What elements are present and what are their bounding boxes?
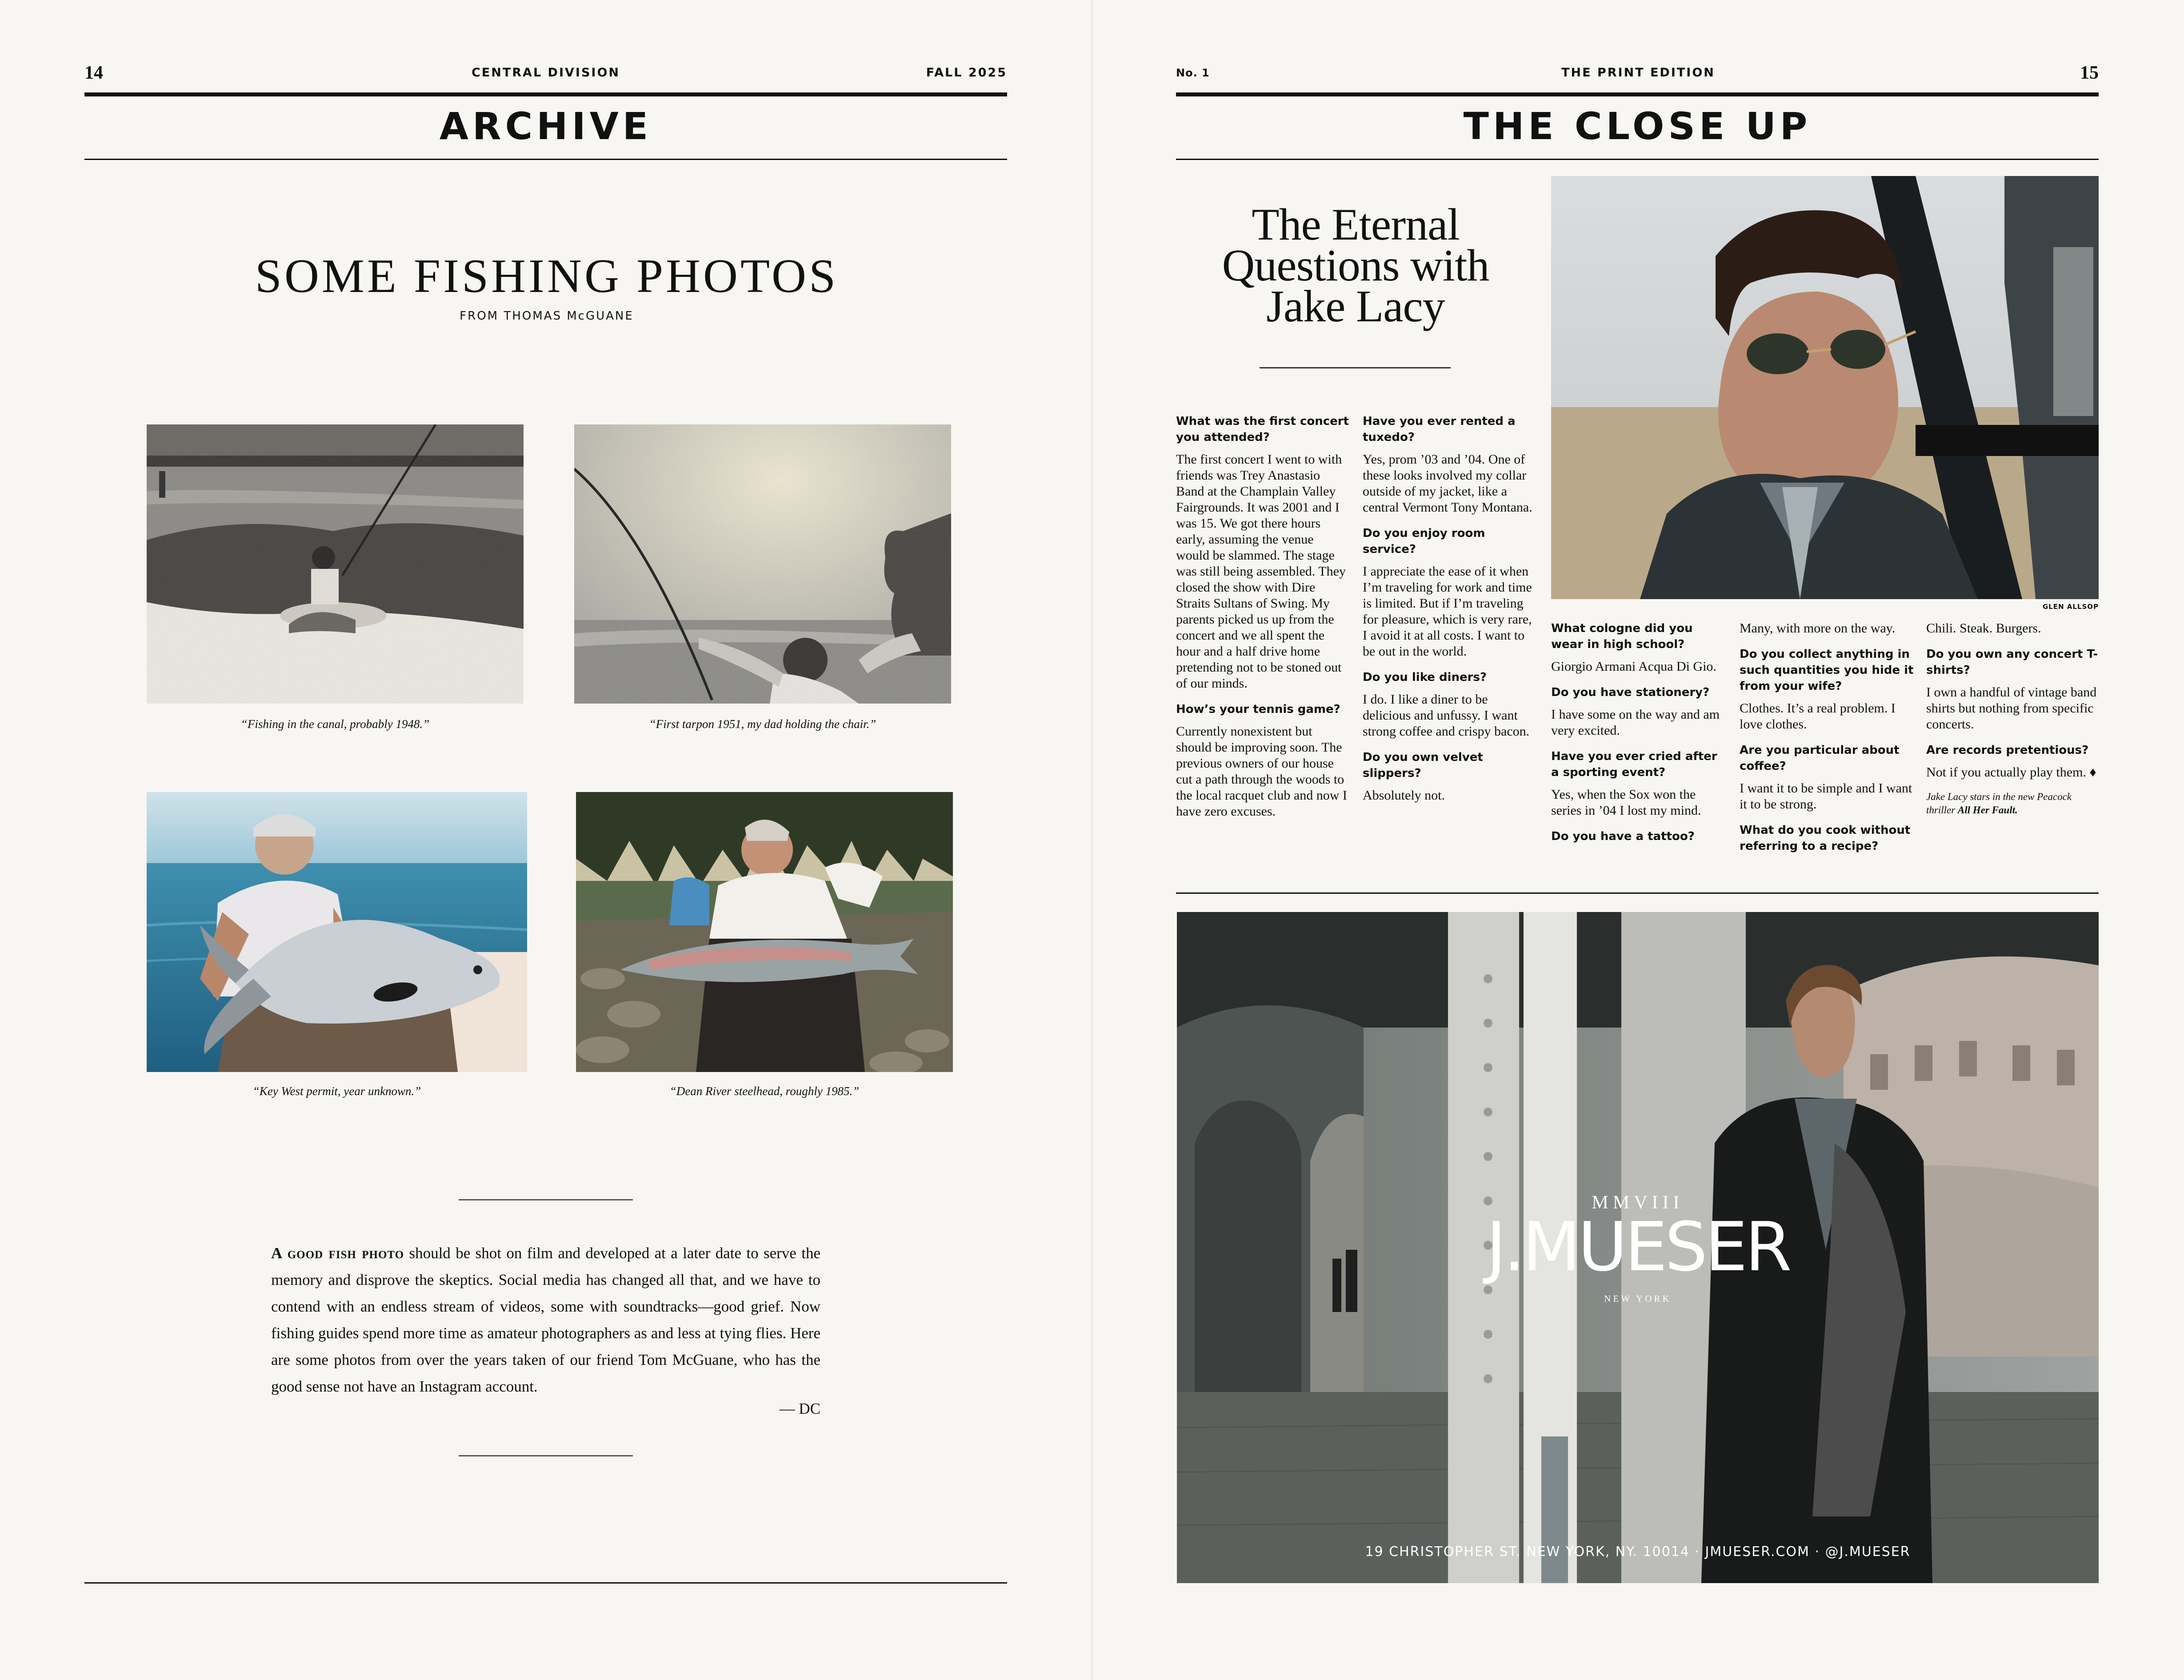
answer: Yes, when the Sox won the series in ’04 I lost my mind. (1551, 787, 1701, 818)
portrait-image (1551, 176, 2099, 599)
article-title: SOME FISHING PHOTOS (255, 250, 839, 303)
issue-date: FALL 2025 (926, 66, 1007, 80)
answer: I appreciate the ease of it when I’m traveling for work and time is limited. But if I’m traveling for pleasure, which is very rare, I avoid it at all costs. I want to be out in the world. (1363, 564, 1532, 659)
question: Do you own any concert T-shirts? (1926, 648, 2098, 677)
title-divider (1260, 367, 1451, 368)
photo-permit (147, 792, 527, 1072)
question: Do you like diners? (1363, 671, 1487, 684)
divider (459, 1199, 633, 1200)
photo-canal (147, 424, 524, 704)
question: Do you have stationery? (1551, 686, 1710, 699)
question: Are records pretentious? (1926, 744, 2089, 757)
question: What cologne did you wear in high school? (1551, 622, 1693, 651)
photo-caption: “Fishing in the canal, probably 1948.” (240, 717, 430, 731)
question: Have you ever rented a tuxedo? (1363, 415, 1516, 444)
answer: Chili. Steak. Burgers. (1926, 621, 2041, 636)
interview-column-5 (1926, 620, 2100, 817)
question: What was the first concert you attended? (1176, 415, 1349, 444)
byline: FROM THOMAS McGUANE (460, 309, 634, 323)
ad-brand-logo: J.MUESER (1486, 1208, 1789, 1286)
essay-signature: — DC (779, 1400, 820, 1417)
interview-title (1191, 200, 1520, 332)
question: How’s your tennis game? (1176, 703, 1340, 716)
answer: Absolutely not. (1363, 788, 1445, 803)
interview-title-line: Jake Lacy (1266, 281, 1445, 332)
photo-steelhead-image (576, 792, 953, 1072)
section-title: THE CLOSE UP (1463, 104, 1812, 148)
advertisement[interactable] (1177, 912, 2099, 1583)
essay-paragraph (271, 1240, 820, 1400)
question: Have you ever cried after a sporting event? (1551, 750, 1717, 779)
answer: The first concert I went to with friends was Trey Anastasio Band at the Champlain Valley Fairgrounds. It was 2001 and I was 15. We got there hours early, assuming the venue would be slammed. The stage was still being assembled. They closed the show with Dire Straits Sultans of Swing. My parents picked us up from the concert and we all spent the hour and a half drive home pretending not to be stoned out of our minds. (1176, 452, 1346, 691)
answer: I do. I like a diner to be delicious and unfussy. I want strong coffee and crispy bacon. (1363, 692, 1530, 739)
page-number: 14 (84, 63, 103, 83)
question: Do you collect anything in such quantities you hide it from your wife? (1740, 648, 1914, 693)
answer: Giorgio Armani Acqua Di Gio. (1551, 659, 1716, 674)
answer: Many, with more on the way. (1740, 621, 1896, 636)
answer: Clothes. It’s a real problem. I love clothes. (1740, 701, 1896, 732)
note-show-title: All Her Fault. (1957, 804, 2018, 816)
essay-body: should be shot on film and developed at a later date to serve the memory and disprove the skeptics. Social media has changed all that, and we have to contend with an endless stream of videos, some with soundtracks—good grief. Now fishing guides spend more time as amateur photographers as and less at tying flies. Here are some photos from over the years taken of our friend Tom McGuane, who has the good sense not have an Instagram account. (271, 1244, 820, 1395)
photo-caption: “First tarpon 1951, my dad holding the chair.” (649, 717, 876, 731)
answer: I have some on the way and am very excited. (1551, 707, 1720, 738)
section-rule (84, 159, 1007, 160)
header-rule (84, 92, 1007, 96)
header-rule (1176, 92, 2099, 96)
answer: Not if you actually play them. ♦ (1926, 765, 2096, 780)
issue-number: No. 1 (1176, 67, 1210, 79)
interview-column-3 (1551, 620, 1727, 851)
photo-caption: “Key West permit, year unknown.” (252, 1084, 421, 1098)
essay-lead: A good fish photo (271, 1244, 404, 1262)
divider (459, 1455, 633, 1456)
note-text: Jake Lacy stars in the new Peacock thriller (1926, 791, 2072, 816)
section-rule (1176, 159, 2099, 160)
photo-tarpon-image (574, 424, 951, 704)
interview-title-line: Questions with (1222, 240, 1489, 291)
answer: Currently nonexistent but should be improving soon. The previous owners of our house cut a path through the woods to the local racquet club and now I have zero excuses. (1176, 724, 1347, 819)
photo-permit-image (147, 792, 527, 1072)
running-head: THE PRINT EDITION (1561, 66, 1715, 80)
interview-column-2 (1363, 413, 1536, 813)
ad-rule (1176, 892, 2099, 894)
question: Do you own velvet slippers? (1363, 751, 1483, 780)
photo-tarpon (574, 424, 951, 704)
question: Do you enjoy room service? (1363, 527, 1485, 556)
ad-roman-numeral: MMVIII (1592, 1192, 1684, 1213)
article-note (1926, 790, 2100, 817)
interview-title-line: The Eternal (1252, 200, 1460, 250)
footer-rule (84, 1582, 1007, 1584)
answer: I own a handful of vintage band shirts but nothing from specific concerts. (1926, 685, 2097, 732)
interview-column-1 (1176, 413, 1349, 829)
page-number: 15 (2080, 63, 2099, 83)
question: Are you particular about coffee? (1740, 744, 1900, 773)
photo-steelhead (576, 792, 953, 1072)
photo-credit: GLEN ALLSOP (2042, 603, 2099, 611)
question: Do you have a tattoo? (1551, 830, 1695, 843)
ad-address-line: 19 CHRISTOPHER ST. NEW YORK, NY. 10014 · JMUESER.COM · @J.MUESER (1365, 1544, 1911, 1560)
running-head: CENTRAL DIVISION (471, 66, 620, 80)
answer: Yes, prom ’03 and ’04. One of these looks involved my collar outside of my jacket, like a central Vermont Tony Montana. (1363, 452, 1532, 515)
interview-column-4 (1740, 620, 1916, 860)
question: What do you cook without referring to a recipe? (1740, 824, 1911, 853)
section-title: ARCHIVE (439, 104, 652, 148)
photo-canal-image (147, 424, 524, 704)
photo-caption: “Dean River steelhead, roughly 1985.” (669, 1084, 860, 1098)
answer: I want it to be simple and I want it to be strong. (1740, 781, 1912, 812)
ad-city: NEW YORK (1604, 1293, 1672, 1304)
portrait-photo (1551, 176, 2099, 599)
